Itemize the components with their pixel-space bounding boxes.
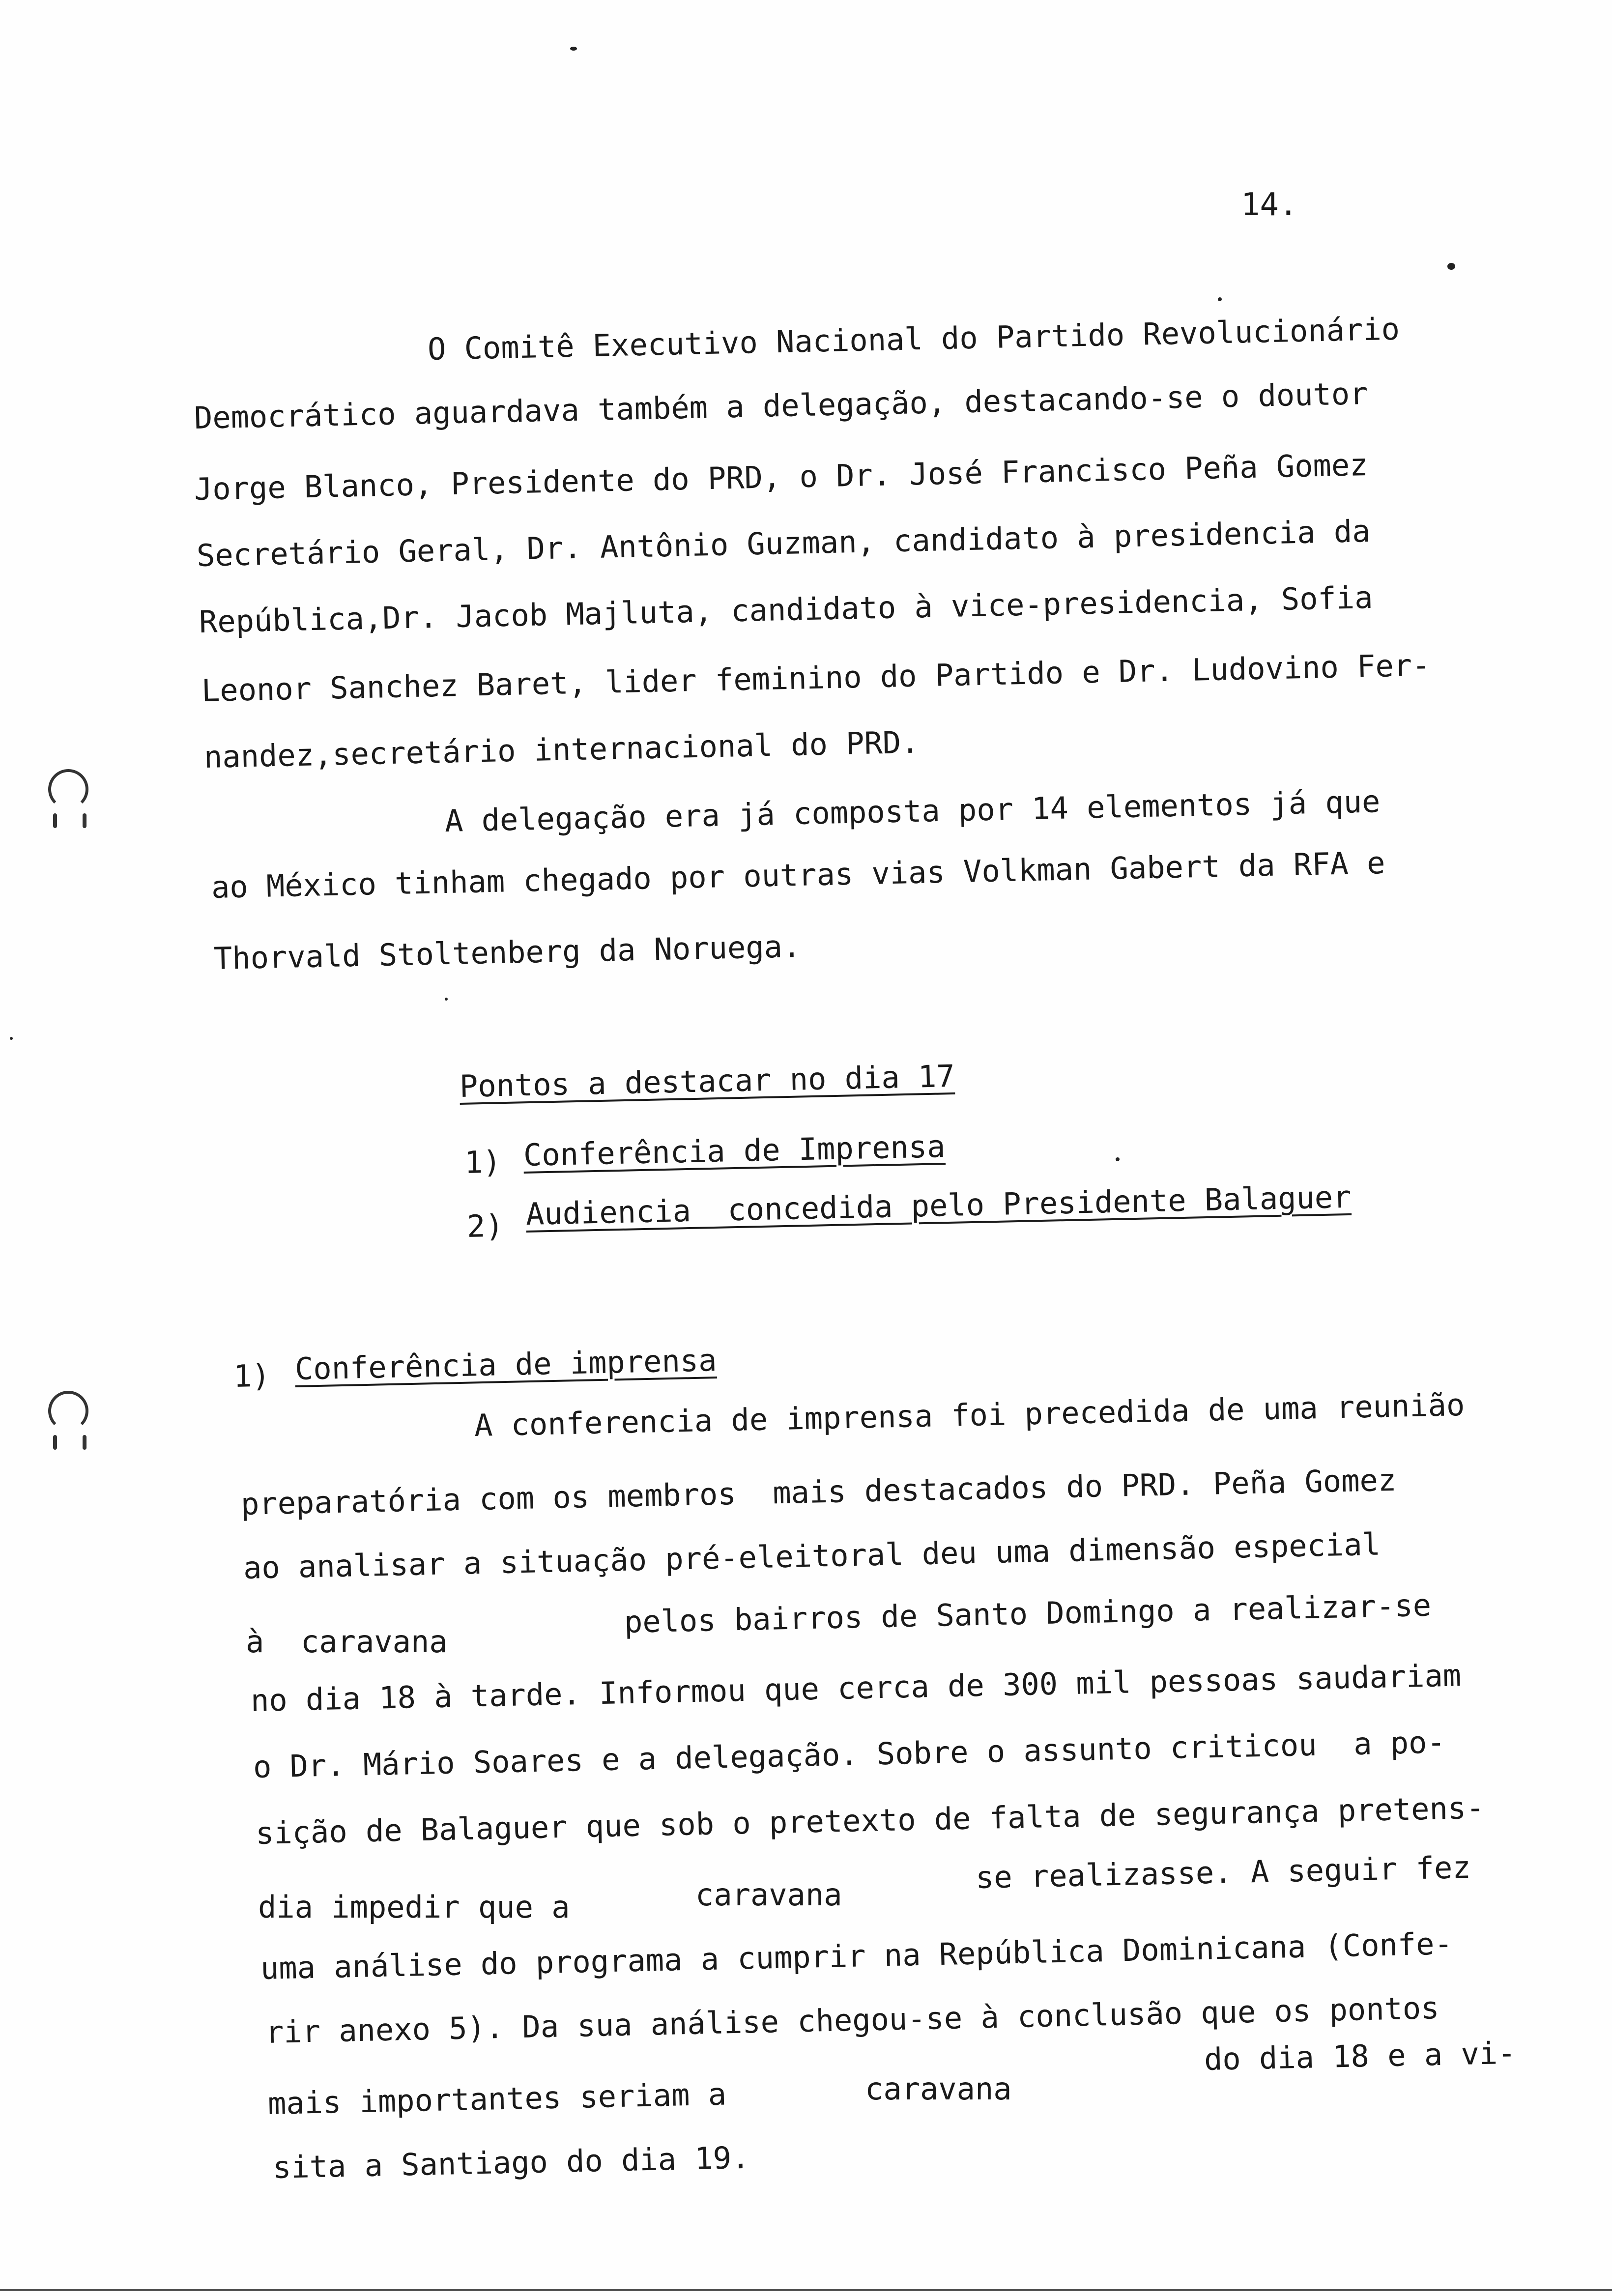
punch-hole-mark: [83, 1435, 86, 1450]
text-line: Leonor Sanchez Baret, lider feminino do Partido e Dr. Ludovino Fer-: [201, 647, 1431, 709]
text-line: à caravana: [246, 1624, 448, 1660]
text-line: dia impedir que a: [258, 1889, 570, 1925]
punch-hole-mark: [53, 813, 57, 828]
text-line: A delegação era já composta por 14 elementos já que: [444, 783, 1381, 839]
section-heading: Pontos a destacar no dia 17: [459, 1058, 955, 1104]
text-line: pelos bairros de Santo Domingo a realizar-se: [624, 1587, 1432, 1640]
punch-hole-mark: [83, 813, 86, 828]
text-line: A conferencia de imprensa foi precedida de uma reunião: [474, 1386, 1465, 1443]
text-line: uma análise do programa a cumprir na República Dominicana (Confe-: [260, 1925, 1453, 1986]
scan-edge-line: [0, 2289, 1612, 2291]
punch-hole-mark: [53, 1435, 57, 1450]
text-line: Jorge Blanco, Presidente do PRD, o Dr. José Francisco Peña Gomez: [194, 446, 1369, 507]
scan-speck: [570, 47, 577, 51]
text-line: o Dr. Mário Soares e a delegação. Sobre o assunto criticou a po-: [253, 1724, 1446, 1785]
text-line: caravana: [695, 1877, 842, 1913]
text-line: Democrático aguardava também a delegação, destacando-se o doutor: [194, 375, 1369, 436]
scan-speck: [1116, 1157, 1120, 1161]
text-line: sita a Santiago do dia 19.: [272, 2139, 750, 2185]
text-line: caravana: [865, 2071, 1012, 2107]
text-line: Secretário Geral, Dr. Antônio Guzman, candidato à presidencia da: [196, 513, 1371, 574]
text-line: nandez,secretário internacional do PRD.: [203, 724, 920, 775]
text-line: se realizasse. A seguir fez: [975, 1849, 1471, 1895]
list-number: 1): [233, 1357, 271, 1394]
list-number: 2): [466, 1207, 504, 1244]
punch-hole-mark: [48, 1391, 88, 1431]
text-line: ao México tinham chegado por outras vias Volkman Gabert da RFA e: [211, 844, 1386, 905]
scan-speck: [1447, 263, 1455, 270]
scan-speck: [10, 1037, 13, 1040]
punch-hole-mark: [48, 769, 88, 809]
text-line: sição de Balaguer que sob o pretexto de falta de segurança pretens-: [255, 1789, 1485, 1851]
text-line: Thorvald Stoltenberg da Noruega.: [213, 928, 801, 976]
text-line: O Comitê Executivo Nacional do Partido Revolucionário: [427, 311, 1400, 367]
text-line: no dia 18 à tarde. Informou que cerca de 300 mil pessoas saudariam: [250, 1657, 1462, 1719]
text-line: do dia 18 e a vi-: [1204, 2035, 1517, 2077]
subsection-heading: Conferência de imprensa: [294, 1342, 718, 1387]
list-item: Conferência de Imprensa: [523, 1128, 946, 1173]
text-line: ao analisar a situação pré-eleitoral deu uma dimensão especial: [243, 1526, 1381, 1586]
list-item: Audiencia concedida pelo Presidente Balaguer: [525, 1178, 1352, 1232]
text-line: mais importantes seriam a: [267, 2076, 727, 2122]
text-line: rir anexo 5). Da sua análise chegou-se à conclusão que os pontos: [265, 1989, 1440, 2050]
scan-speck: [1218, 297, 1222, 301]
scan-speck: [445, 998, 448, 1001]
page-number: 14.: [1241, 187, 1298, 223]
list-number: 1): [464, 1144, 502, 1180]
text-line: preparatória com os membros mais destacados do PRD. Peña Gomez: [240, 1462, 1397, 1522]
text-line: República,Dr. Jacob Majluta, candidato à vice-presidencia, Sofia: [199, 579, 1374, 640]
